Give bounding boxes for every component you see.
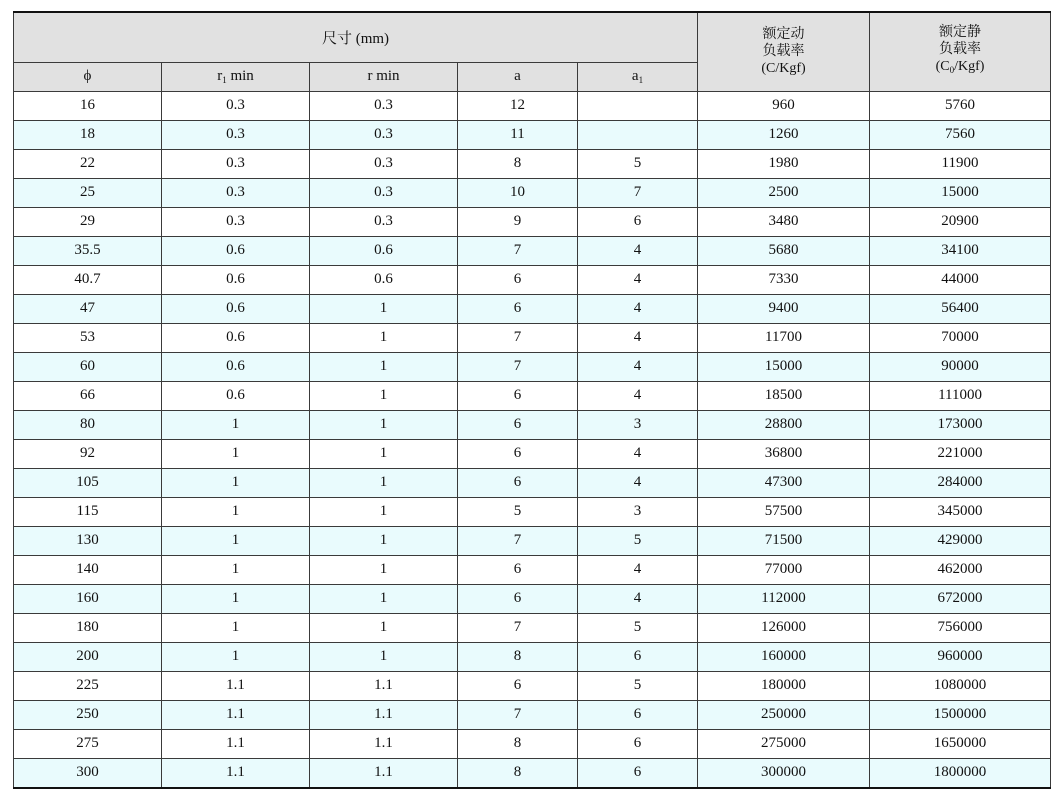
r1-min-cell: 1 xyxy=(162,410,310,439)
phi-cell: 92 xyxy=(14,439,162,468)
static-load-cell: 44000 xyxy=(870,265,1051,294)
a-cell: 7 xyxy=(458,613,578,642)
a-cell: 6 xyxy=(458,410,578,439)
static-load-cell: 221000 xyxy=(870,439,1051,468)
r1-min-cell: 1 xyxy=(162,497,310,526)
a1-cell: 4 xyxy=(578,468,698,497)
r-min-cell: 1.1 xyxy=(310,729,458,758)
phi-cell: 40.7 xyxy=(14,265,162,294)
static-load-cell: 1650000 xyxy=(870,729,1051,758)
r1-min-cell: 1.1 xyxy=(162,758,310,788)
r1-min-cell: 1 xyxy=(162,555,310,584)
static-load-cell: 1080000 xyxy=(870,671,1051,700)
dynamic-load-cell: 126000 xyxy=(698,613,870,642)
table-row xyxy=(14,352,1051,381)
static-load-line3-pre: (C xyxy=(935,59,950,75)
static-load-line1: 额定静 xyxy=(939,25,982,41)
a-cell: 7 xyxy=(458,236,578,265)
a-cell: 8 xyxy=(458,758,578,788)
dynamic-load-cell: 77000 xyxy=(698,555,870,584)
a-cell: 8 xyxy=(458,642,578,671)
dynamic-load-cell: 47300 xyxy=(698,468,870,497)
r1-min-cell: 0.6 xyxy=(162,323,310,352)
r1-min-cell: 0.6 xyxy=(162,236,310,265)
a-cell: 12 xyxy=(458,91,578,120)
phi-cell: 60 xyxy=(14,352,162,381)
a-cell: 6 xyxy=(458,381,578,410)
phi-cell: 160 xyxy=(14,584,162,613)
dynamic-load-cell: 18500 xyxy=(698,381,870,410)
dynamic-load-cell: 28800 xyxy=(698,410,870,439)
a-cell: 6 xyxy=(458,439,578,468)
table-row xyxy=(14,729,1051,758)
dynamic-load-cell: 180000 xyxy=(698,671,870,700)
a1-cell: 3 xyxy=(578,410,698,439)
phi-cell: 22 xyxy=(14,149,162,178)
a1-cell: 4 xyxy=(578,323,698,352)
table-row xyxy=(14,584,1051,613)
dynamic-load-cell: 57500 xyxy=(698,497,870,526)
a1-cell: 5 xyxy=(578,526,698,555)
r-min-cell: 1 xyxy=(310,613,458,642)
phi-cell: 300 xyxy=(14,758,162,788)
dimensions-group-header: 尺寸 (mm) xyxy=(14,12,698,62)
a1-cell: 5 xyxy=(578,671,698,700)
r1-min-cell: 1 xyxy=(162,584,310,613)
static-load-cell: 111000 xyxy=(870,381,1051,410)
table-row xyxy=(14,555,1051,584)
a-cell: 10 xyxy=(458,178,578,207)
a1-cell xyxy=(578,120,698,149)
dynamic-load-line3: (C/Kgf) xyxy=(761,61,806,77)
table-header xyxy=(14,12,1051,91)
r1-rest: min xyxy=(226,68,254,84)
static-load-line2: 负载率 xyxy=(939,42,982,58)
a1-cell: 4 xyxy=(578,381,698,410)
r1-min-cell: 0.6 xyxy=(162,381,310,410)
dynamic-load-cell: 1980 xyxy=(698,149,870,178)
r1-min-cell: 1 xyxy=(162,613,310,642)
a-cell: 6 xyxy=(458,294,578,323)
static-load-cell: 960000 xyxy=(870,642,1051,671)
table-row xyxy=(14,758,1051,788)
a-cell: 7 xyxy=(458,323,578,352)
a-cell: 5 xyxy=(458,497,578,526)
phi-cell: 35.5 xyxy=(14,236,162,265)
static-load-cell: 20900 xyxy=(870,207,1051,236)
phi-cell: 16 xyxy=(14,91,162,120)
r-min-cell: 0.3 xyxy=(310,207,458,236)
phi-cell: 47 xyxy=(14,294,162,323)
dynamic-load-cell: 71500 xyxy=(698,526,870,555)
static-load-cell: 756000 xyxy=(870,613,1051,642)
r1-min-cell: 1 xyxy=(162,642,310,671)
r-min-cell: 1.1 xyxy=(310,758,458,788)
phi-cell: 25 xyxy=(14,178,162,207)
r-min-cell: 1 xyxy=(310,468,458,497)
dynamic-load-cell: 2500 xyxy=(698,178,870,207)
static-load-cell: 284000 xyxy=(870,468,1051,497)
dynamic-load-cell: 3480 xyxy=(698,207,870,236)
r-min-cell: 0.3 xyxy=(310,91,458,120)
phi-cell: 115 xyxy=(14,497,162,526)
r1-min-cell: 0.3 xyxy=(162,178,310,207)
a1-cell: 4 xyxy=(578,352,698,381)
dynamic-load-cell: 250000 xyxy=(698,700,870,729)
r-min-cell: 1 xyxy=(310,381,458,410)
static-load-cell: 15000 xyxy=(870,178,1051,207)
bearing-spec-table-container xyxy=(13,11,1050,789)
a1-sub: 1 xyxy=(638,75,644,85)
static-load-cell: 56400 xyxy=(870,294,1051,323)
r1-min-cell: 0.6 xyxy=(162,294,310,323)
a1-cell: 5 xyxy=(578,149,698,178)
table-row xyxy=(14,207,1051,236)
dynamic-load-cell: 9400 xyxy=(698,294,870,323)
bearing-spec-table xyxy=(13,11,1051,789)
r-min-cell: 1 xyxy=(310,642,458,671)
static-load-cell: 173000 xyxy=(870,410,1051,439)
table-row xyxy=(14,265,1051,294)
static-load-cell: 672000 xyxy=(870,584,1051,613)
a1-cell: 3 xyxy=(578,497,698,526)
table-row xyxy=(14,613,1051,642)
table-row xyxy=(14,149,1051,178)
r-min-cell: 0.6 xyxy=(310,236,458,265)
dynamic-load-cell: 5680 xyxy=(698,236,870,265)
dynamic-load-cell: 11700 xyxy=(698,323,870,352)
table-row xyxy=(14,120,1051,149)
a1-cell: 4 xyxy=(578,294,698,323)
a1-cell xyxy=(578,91,698,120)
phi-cell: 275 xyxy=(14,729,162,758)
r1-min-cell: 0.6 xyxy=(162,265,310,294)
a-cell: 7 xyxy=(458,352,578,381)
table-row xyxy=(14,410,1051,439)
dynamic-load-cell: 1260 xyxy=(698,120,870,149)
dynamic-load-cell: 7330 xyxy=(698,265,870,294)
table-row xyxy=(14,671,1051,700)
static-load-line3-sub: 0 xyxy=(949,65,955,76)
static-load-cell: 11900 xyxy=(870,149,1051,178)
r1-base: r xyxy=(217,68,223,84)
r1-min-cell: 0.6 xyxy=(162,352,310,381)
r1-min-cell: 1 xyxy=(162,526,310,555)
table-row xyxy=(14,526,1051,555)
r-min-cell: 1 xyxy=(310,526,458,555)
table-row xyxy=(14,497,1051,526)
a-cell: 8 xyxy=(458,149,578,178)
phi-cell: 53 xyxy=(14,323,162,352)
table-row xyxy=(14,236,1051,265)
r-min-cell: 1 xyxy=(310,584,458,613)
a1-cell: 6 xyxy=(578,758,698,788)
a-cell: 7 xyxy=(458,700,578,729)
r1-min-cell: 1.1 xyxy=(162,671,310,700)
a-cell: 6 xyxy=(458,671,578,700)
phi-cell: 18 xyxy=(14,120,162,149)
r-min-cell: 1 xyxy=(310,555,458,584)
static-load-cell: 345000 xyxy=(870,497,1051,526)
a-cell: 6 xyxy=(458,265,578,294)
static-load-cell: 462000 xyxy=(870,555,1051,584)
a1-cell: 4 xyxy=(578,584,698,613)
column-header-r1-min xyxy=(162,62,310,91)
a1-cell: 4 xyxy=(578,439,698,468)
r-min-cell: 0.3 xyxy=(310,178,458,207)
r-min-cell: 1 xyxy=(310,323,458,352)
r1-min-cell: 0.3 xyxy=(162,149,310,178)
r-min-cell: 1 xyxy=(310,439,458,468)
phi-cell: 140 xyxy=(14,555,162,584)
a1-cell: 4 xyxy=(578,555,698,584)
r-min-cell: 1 xyxy=(310,497,458,526)
table-row xyxy=(14,381,1051,410)
static-load-cell: 90000 xyxy=(870,352,1051,381)
r-min-cell: 0.3 xyxy=(310,149,458,178)
table-row xyxy=(14,323,1051,352)
a1-cell: 6 xyxy=(578,700,698,729)
phi-cell: 200 xyxy=(14,642,162,671)
static-load-line3 xyxy=(870,58,1050,79)
r1-min-cell: 1 xyxy=(162,439,310,468)
static-load-rating-header xyxy=(870,12,1051,91)
a1-cell: 4 xyxy=(578,236,698,265)
dynamic-load-cell: 36800 xyxy=(698,439,870,468)
phi-cell: 225 xyxy=(14,671,162,700)
a-cell: 6 xyxy=(458,555,578,584)
static-load-line3-post: /Kgf) xyxy=(954,59,985,75)
a1-base: a xyxy=(631,68,639,84)
phi-cell: 130 xyxy=(14,526,162,555)
a1-cell: 5 xyxy=(578,613,698,642)
table-row xyxy=(14,700,1051,729)
column-header-phi: ϕ xyxy=(14,62,162,91)
a-cell: 11 xyxy=(458,120,578,149)
a-cell: 7 xyxy=(458,526,578,555)
dynamic-load-rating-header xyxy=(698,12,870,91)
table-row xyxy=(14,642,1051,671)
dynamic-load-line2: 负载率 xyxy=(762,44,805,60)
a1-cell: 4 xyxy=(578,265,698,294)
a1-cell: 6 xyxy=(578,207,698,236)
table-row xyxy=(14,178,1051,207)
r-min-cell: 1 xyxy=(310,352,458,381)
dynamic-load-cell: 275000 xyxy=(698,729,870,758)
r1-min-cell: 0.3 xyxy=(162,91,310,120)
r1-min-cell: 1.1 xyxy=(162,700,310,729)
dynamic-load-cell: 300000 xyxy=(698,758,870,788)
a-cell: 8 xyxy=(458,729,578,758)
r1-min-cell: 1 xyxy=(162,468,310,497)
r1-min-cell: 0.3 xyxy=(162,120,310,149)
table-row xyxy=(14,91,1051,120)
dynamic-load-line1: 额定动 xyxy=(762,27,805,43)
r-min-cell: 1 xyxy=(310,410,458,439)
phi-cell: 66 xyxy=(14,381,162,410)
table-row xyxy=(14,468,1051,497)
phi-cell: 80 xyxy=(14,410,162,439)
r-min-cell: 0.3 xyxy=(310,120,458,149)
r-min-cell: 1.1 xyxy=(310,671,458,700)
static-load-cell: 5760 xyxy=(870,91,1051,120)
r1-sub: 1 xyxy=(222,75,227,85)
r-min-cell: 0.6 xyxy=(310,265,458,294)
column-header-a1 xyxy=(578,62,698,91)
dynamic-load-cell: 112000 xyxy=(698,584,870,613)
static-load-cell: 34100 xyxy=(870,236,1051,265)
static-load-cell: 70000 xyxy=(870,323,1051,352)
phi-cell: 105 xyxy=(14,468,162,497)
a1-cell: 6 xyxy=(578,729,698,758)
r1-min-cell: 0.3 xyxy=(162,207,310,236)
dynamic-load-cell: 160000 xyxy=(698,642,870,671)
phi-cell: 29 xyxy=(14,207,162,236)
table-row xyxy=(14,294,1051,323)
r1-min-cell: 1.1 xyxy=(162,729,310,758)
r-min-cell: 1.1 xyxy=(310,700,458,729)
a-cell: 6 xyxy=(458,468,578,497)
a1-cell: 7 xyxy=(578,178,698,207)
phi-cell: 180 xyxy=(14,613,162,642)
static-load-cell: 1800000 xyxy=(870,758,1051,788)
dynamic-load-cell: 15000 xyxy=(698,352,870,381)
static-load-cell: 429000 xyxy=(870,526,1051,555)
static-load-cell: 1500000 xyxy=(870,700,1051,729)
table-body xyxy=(14,91,1051,788)
r-min-cell: 1 xyxy=(310,294,458,323)
column-header-a: a xyxy=(458,62,578,91)
a-cell: 9 xyxy=(458,207,578,236)
phi-cell: 250 xyxy=(14,700,162,729)
dynamic-load-cell: 960 xyxy=(698,91,870,120)
table-row xyxy=(14,439,1051,468)
static-load-cell: 7560 xyxy=(870,120,1051,149)
a-cell: 6 xyxy=(458,584,578,613)
a1-cell: 6 xyxy=(578,642,698,671)
column-header-r-min: r min xyxy=(310,62,458,91)
